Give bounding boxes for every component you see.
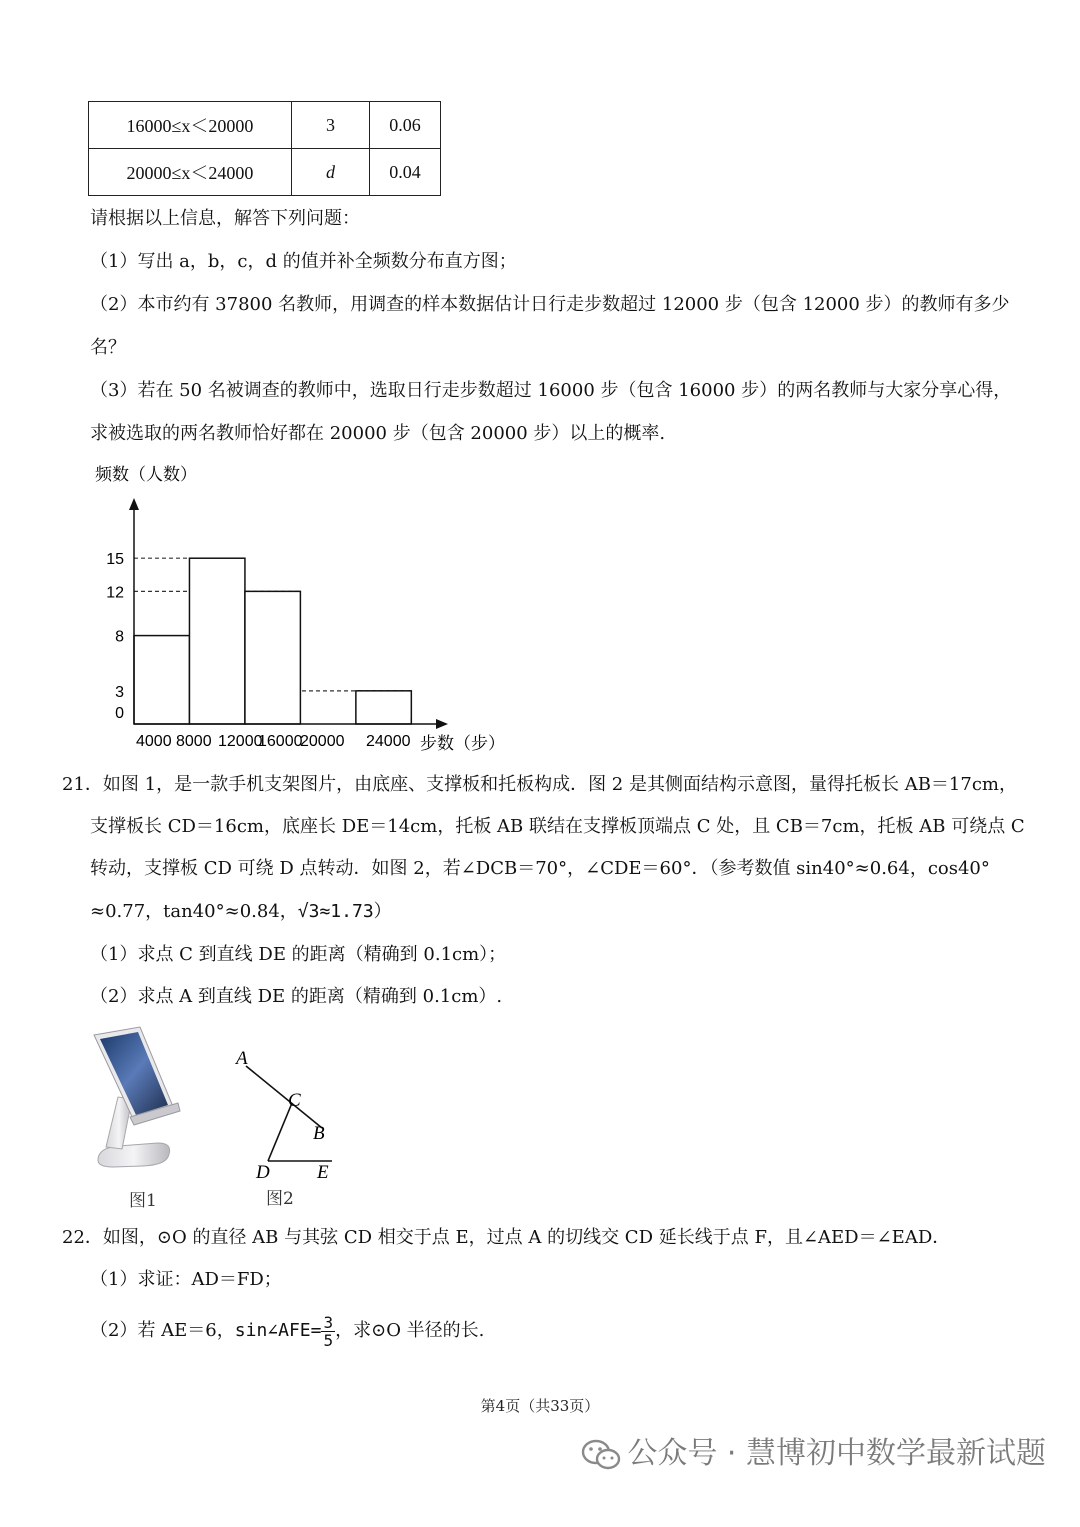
q22-part1: （1）求证：AD＝FD； [90, 1269, 282, 1290]
fraction-denominator: 5 [323, 1330, 334, 1350]
figure1-caption: 图1 [129, 1191, 157, 1211]
table-cell-freq: 0.06 [370, 102, 441, 149]
wechat-icon [581, 1438, 621, 1472]
x-axis-arrow-icon [436, 719, 448, 729]
page-number: 第4页（共33页） [480, 1397, 600, 1415]
y-tick-label: 8 [115, 628, 124, 646]
segment-AB [246, 1066, 322, 1128]
table-cell-count: d [292, 149, 370, 196]
y-tick-label: 3 [115, 683, 124, 701]
q21-line1: 21．如图 1，是一款手机支架图片，由底座、支撑板和托板构成．图 2 是其侧面结构示意图，量得托板长 AB＝17cm， [62, 774, 1017, 795]
table-row [89, 149, 441, 196]
frequency-histogram [0, 450, 560, 760]
q22-line1: 22．如图，⊙O 的直径 AB 与其弦 CD 相交于点 E，过点 A 的切线交 CD 延长线于点 F，且∠AED＝∠EAD． [62, 1227, 951, 1248]
y-tick-label: 12 [106, 584, 124, 602]
q21-line3: 转动，支撑板 CD 可绕 D 点转动．如图 2，若∠DCB＝70°，∠CDE＝60°．（参考数值 sin40°≈0.64，cos40° [90, 858, 990, 879]
sqrt3-approx: √3≈1.73） [297, 901, 392, 922]
table-cell-freq: 0.04 [370, 149, 441, 196]
histogram-bar [134, 636, 189, 724]
point-label-D: D [256, 1162, 270, 1183]
figure2-caption: 图2 [266, 1189, 294, 1209]
q21-line4 [90, 900, 392, 924]
q20-intro: 请根据以上信息，解答下列问题： [90, 208, 360, 229]
x-tick-label: 16000 [258, 733, 303, 750]
histogram-bar [356, 691, 411, 724]
point-label-A: A [236, 1048, 248, 1069]
y-tick-label: 15 [106, 551, 124, 569]
q20-part1: （1）写出 a，b，c，d 的值并补全频数分布直方图； [90, 251, 517, 272]
frequency-table [88, 101, 441, 196]
q20-part2-line1: （2）本市约有 37800 名教师，用调查的样本数据估计日行走步数超过 12000 步（包含 12000 步）的教师有多少 [90, 294, 1010, 315]
q20-part3-line1: （3）若在 50 名被调查的教师中，选取日行走步数超过 16000 步（包含 16000 步）的两名教师与大家分享心得， [90, 380, 1012, 401]
table-cell-range: 16000≤x＜20000 [89, 102, 292, 149]
q21-part1: （1）求点 C 到直线 DE 的距离（精确到 0.1cm）； [90, 944, 507, 965]
sin-expression: sin∠AFE= [234, 1320, 322, 1341]
point-label-C: C [288, 1090, 301, 1111]
histogram-bar [189, 558, 244, 724]
watermark-text: 公众号 · 慧博初中数学最新试题 [627, 1436, 1046, 1471]
fraction-3-5 [321, 1314, 335, 1349]
table-cell-range: 20000≤x＜24000 [89, 149, 292, 196]
structure-diagram [220, 1040, 360, 1190]
q20-part3-line2: 求被选取的两名教师恰好都在 20000 步（包含 20000 步）以上的概率. [90, 423, 666, 444]
table-cell-count: 3 [292, 102, 370, 149]
q21-line4-text: ≈0.77，tan40°≈0.84， [90, 901, 298, 922]
x-tick-label: 8000 [176, 733, 212, 750]
table-row [89, 102, 441, 149]
fraction-numerator: 3 [323, 1312, 334, 1332]
y-axis-arrow-icon [129, 498, 139, 510]
q22-part2 [90, 1311, 484, 1351]
q22-part2-text-b: ，求⊙O 半径的长. [335, 1320, 485, 1341]
histogram-bar [245, 591, 300, 724]
histogram-x-label: 步数（步） [420, 734, 505, 754]
x-tick-label: 24000 [366, 733, 411, 750]
watermark [581, 1428, 1046, 1472]
point-label-B: B [313, 1123, 325, 1144]
point-label-E: E [317, 1162, 329, 1183]
x-tick-label: 20000 [300, 733, 345, 750]
x-tick-label: 12000 [218, 733, 263, 750]
segment-CD [268, 1103, 292, 1161]
y-tick-label: 0 [115, 705, 124, 722]
phone-stand-photo [88, 1025, 198, 1175]
q21-line2: 支撑板长 CD＝16cm，底座长 DE＝14cm，托板 AB 联结在支撑板顶端点 C 处，且 CB＝7cm，托板 AB 可绕点 C [90, 816, 1025, 837]
q21-part2: （2）求点 A 到直线 DE 的距离（精确到 0.1cm）. [90, 986, 503, 1007]
q22-part2-text-a: （2）若 AE＝6， [90, 1320, 235, 1341]
histogram-y-label: 频数（人数） [95, 465, 197, 485]
x-tick-label: 4000 [136, 733, 172, 750]
q20-part2-line2: 名？ [90, 337, 126, 358]
